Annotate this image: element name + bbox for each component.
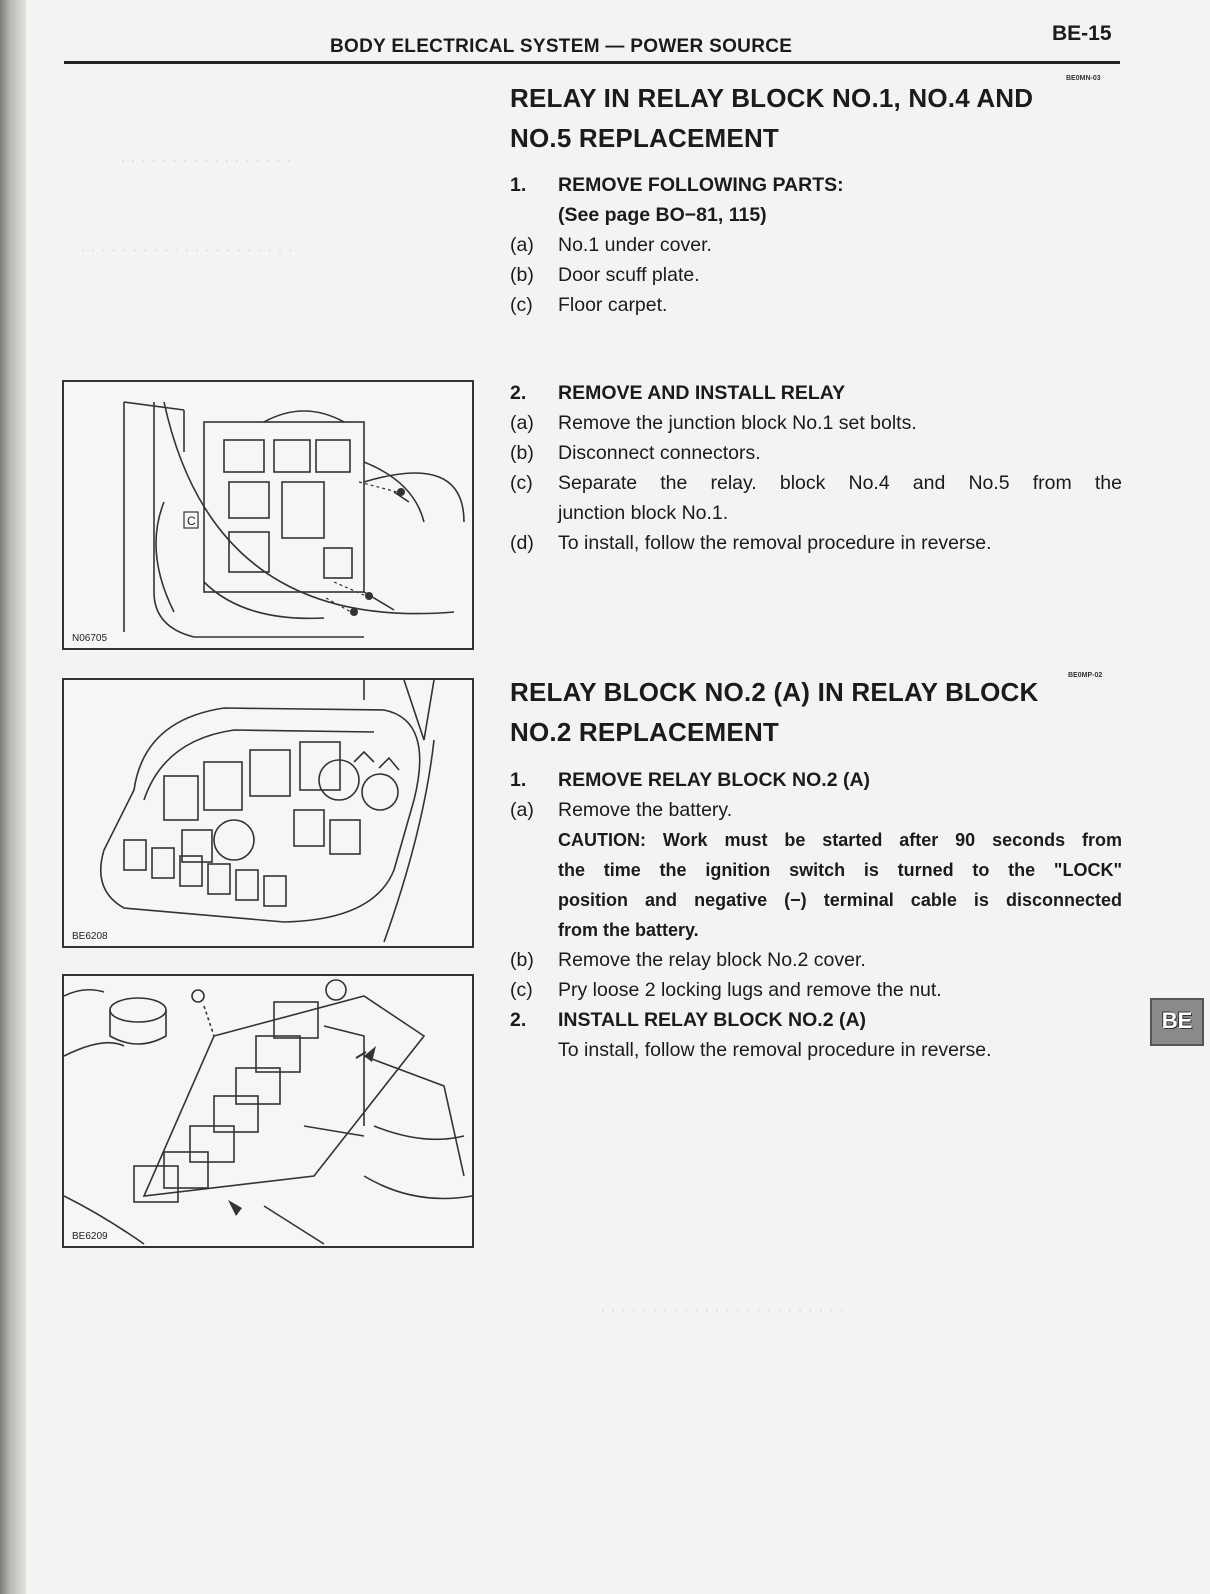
- step-title: REMOVE FOLLOWING PARTS:: [558, 174, 844, 196]
- page-binding-edge: [0, 0, 26, 1594]
- section1-title-line1: RELAY IN RELAY BLOCK NO.1, NO.4 AND: [510, 83, 1034, 113]
- item-mark: (b): [510, 442, 534, 464]
- item-mark: (c): [510, 472, 533, 494]
- section1-code: BE0MN-03: [1066, 75, 1101, 82]
- item-text: Floor carpet.: [558, 294, 668, 316]
- item-text: Pry loose 2 locking lugs and remove the nut.: [558, 979, 942, 1001]
- step-title: REMOVE RELAY BLOCK NO.2 (A): [558, 769, 871, 791]
- caution-text: from the battery.: [558, 920, 699, 940]
- step-number: 1.: [510, 174, 527, 196]
- section-tab: [1150, 998, 1204, 1046]
- junction-block-illustration: [64, 382, 472, 648]
- item-text: Door scuff plate.: [558, 264, 700, 286]
- figure-id: BE6208: [72, 931, 108, 942]
- figure-junction-block: [62, 380, 474, 650]
- page-reference: (See page BO−81, 115): [558, 204, 767, 226]
- caution-text: the time the ignition switch is turned to the "LOCK": [558, 860, 1122, 880]
- step-number: 2.: [510, 382, 527, 404]
- item-mark: (a): [510, 799, 534, 821]
- caution-text: CAUTION: Work must be started after 90 seconds from: [558, 830, 1122, 850]
- item-text: junction block No.1.: [558, 502, 729, 524]
- item-mark: (b): [510, 264, 534, 286]
- item-text: To install, follow the removal procedure in reverse.: [558, 532, 992, 554]
- section2-title-line2: NO.2 REPLACEMENT: [510, 717, 780, 747]
- step-title: INSTALL RELAY BLOCK NO.2 (A): [558, 1009, 867, 1031]
- item-text: Disconnect connectors.: [558, 442, 761, 464]
- figure-id: BE6209: [72, 1231, 108, 1242]
- item-mark: (c): [510, 294, 533, 316]
- step-number: 2.: [510, 1009, 527, 1031]
- section1-title-line2: NO.5 REPLACEMENT: [510, 123, 780, 153]
- callout-c: C: [187, 514, 196, 528]
- item-text: Separate the relay. block No.4 and No.5 from the: [558, 472, 1122, 494]
- item-mark: (b): [510, 949, 534, 971]
- item-mark: (a): [510, 234, 534, 256]
- figure-relay-block-no2: [62, 678, 474, 948]
- item-mark: (a): [510, 412, 534, 434]
- header-rule: [64, 61, 1120, 64]
- step-number: 1.: [510, 769, 527, 791]
- section-tab-label: BE: [1161, 1008, 1193, 1033]
- relay-block-no2-illustration: [64, 680, 472, 946]
- item-mark: (c): [510, 979, 533, 1001]
- item-text: To install, follow the removal procedure in reverse.: [558, 1039, 992, 1061]
- figure-id: N06705: [72, 633, 108, 644]
- page-header-title: BODY ELECTRICAL SYSTEM — POWER SOURCE: [330, 36, 793, 57]
- section2-title-line1: RELAY BLOCK NO.2 (A) IN RELAY BLOCK: [510, 677, 1039, 707]
- step-title: REMOVE AND INSTALL RELAY: [558, 382, 846, 404]
- relay-block-removal-illustration: [64, 976, 472, 1246]
- item-text: No.1 under cover.: [558, 234, 712, 256]
- caution-text: position and negative (−) terminal cable is disconnected: [558, 890, 1122, 910]
- item-text: Remove the battery.: [558, 799, 733, 821]
- item-text: Remove the junction block No.1 set bolts.: [558, 412, 917, 434]
- item-text: Remove the relay block No.2 cover.: [558, 949, 866, 971]
- item-mark: (d): [510, 532, 534, 554]
- section2-code: BE0MP-02: [1068, 672, 1103, 679]
- page-number: BE-15: [1052, 22, 1112, 45]
- figure-relay-block-removal: [62, 974, 474, 1248]
